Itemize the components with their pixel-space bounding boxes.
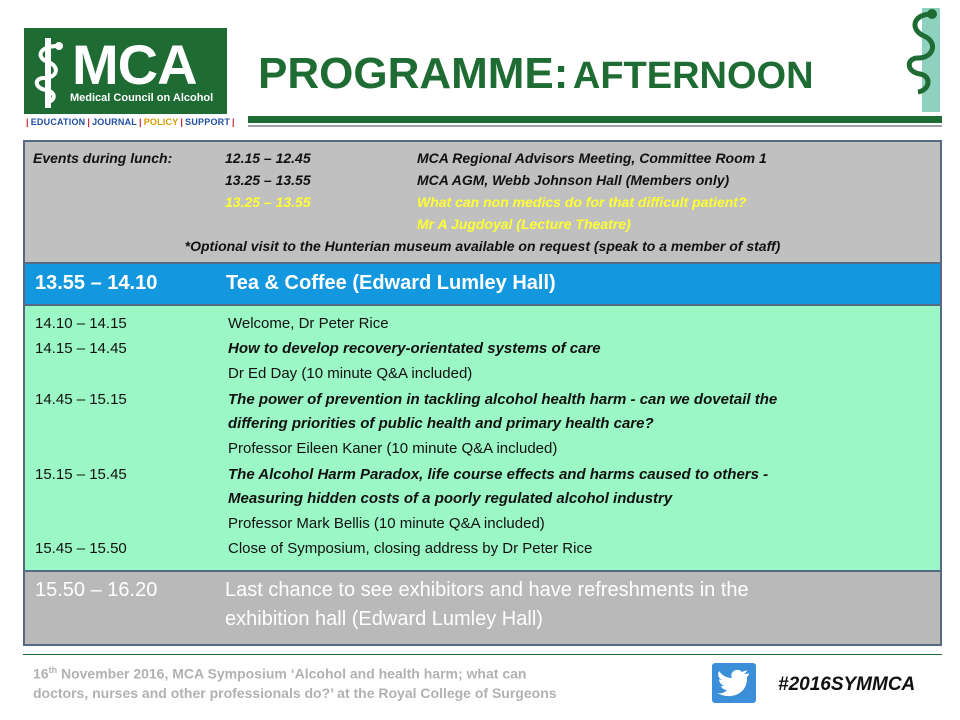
lunch-event: MCA AGM, Webb Johnson Hall (Members only)	[417, 172, 730, 188]
lunch-section	[25, 142, 940, 264]
logo-subtitle: Medical Council on Alcohol	[70, 92, 214, 104]
footer-line-1: November 2016, MCA Symposium ‘Alcohol and health harm; what can	[57, 665, 527, 682]
page-title-sub: AFTERNOON	[572, 55, 814, 97]
session-speaker: Dr Ed Day (10 minute Q&A included)	[228, 365, 473, 382]
footer-line-2: doctors, nurses and other professionals do?’ at the Royal College of Surgeons	[33, 684, 557, 701]
exhibitors-section	[25, 572, 940, 644]
exhibitors-time: 15.50 – 16.20	[35, 579, 158, 601]
afternoon-programme	[25, 306, 940, 572]
session-time: 15.15 – 15.45	[35, 466, 127, 483]
session-time: 14.10 – 14.15	[35, 315, 127, 332]
session-time: 15.45 – 15.50	[35, 540, 127, 557]
lunch-speaker: Mr A Jugdoyal (Lecture Theatre)	[417, 216, 631, 232]
programme-panel	[23, 140, 942, 646]
title-divider-thin	[248, 125, 942, 127]
tagline: | EDUCATION | JOURNAL | POLICY | SUPPORT |	[26, 117, 235, 127]
session-speaker: Professor Eileen Kaner (10 minute Q&A included)	[228, 440, 558, 457]
tagline-education: EDUCATION	[30, 117, 86, 127]
tagline-support: SUPPORT	[185, 117, 231, 127]
tagline-journal: JOURNAL	[92, 117, 137, 127]
logo-name: MCA	[72, 33, 197, 96]
session-title: The power of prevention in tackling alcohol health harm - can we dovetail the	[228, 391, 778, 408]
twitter-bird-icon[interactable]	[712, 663, 756, 703]
session-title: Close of Symposium, closing address by Dr Peter Rice	[228, 540, 593, 557]
tea-time: 13.55 – 14.10	[35, 272, 158, 294]
lunch-label: Events during lunch:	[33, 150, 173, 166]
tea-title: Tea & Coffee (Edward Lumley Hall)	[226, 272, 556, 294]
page-title-main: PROGRAMME:	[258, 49, 569, 98]
exhibitors-text-cont: exhibition hall (Edward Lumley Hall)	[225, 608, 543, 630]
session-title-cont: Measuring hidden costs of a poorly regulated alcohol industry	[228, 490, 673, 507]
mca-logo	[24, 28, 227, 114]
session-title: Welcome, Dr Peter Rice	[228, 315, 389, 332]
footer-event-info	[33, 661, 557, 703]
snake-staff-icon	[28, 36, 68, 110]
event-hashtag: #2016SYMMCA	[778, 674, 916, 695]
exhibitors-text: Last chance to see exhibitors and have refreshments in the	[225, 579, 749, 601]
session-title: The Alcohol Harm Paradox, life course effects and harms caused to others -	[228, 466, 769, 483]
lunch-event: What can non medics do for that difficult patient?	[417, 194, 747, 210]
session-title: How to develop recovery-orientated systems of care	[228, 340, 601, 357]
page-title	[258, 44, 814, 114]
tagline-policy: POLICY	[143, 117, 179, 127]
footer-day: 16	[33, 665, 49, 682]
lunch-time: 13.25 – 13.55	[225, 172, 311, 188]
lunch-time: 12.15 – 12.45	[225, 150, 311, 166]
corner-snake-staff-icon	[898, 4, 944, 112]
lunch-time: 13.25 – 13.55	[225, 194, 311, 210]
hunterian-note: *Optional visit to the Hunterian museum available on request (speak to a member of staff)	[184, 238, 781, 254]
session-time: 14.45 – 15.15	[35, 391, 127, 408]
session-time: 14.15 – 14.45	[35, 340, 127, 357]
session-speaker: Professor Mark Bellis (10 minute Q&A included)	[228, 515, 545, 532]
title-divider	[248, 116, 942, 123]
footer-day-suffix: th	[48, 665, 58, 675]
lunch-event: MCA Regional Advisors Meeting, Committee Room 1	[417, 150, 767, 166]
footer-divider	[23, 654, 942, 655]
session-title-cont: differing priorities of public health and primary health care?	[228, 415, 654, 432]
tea-section	[25, 264, 940, 306]
